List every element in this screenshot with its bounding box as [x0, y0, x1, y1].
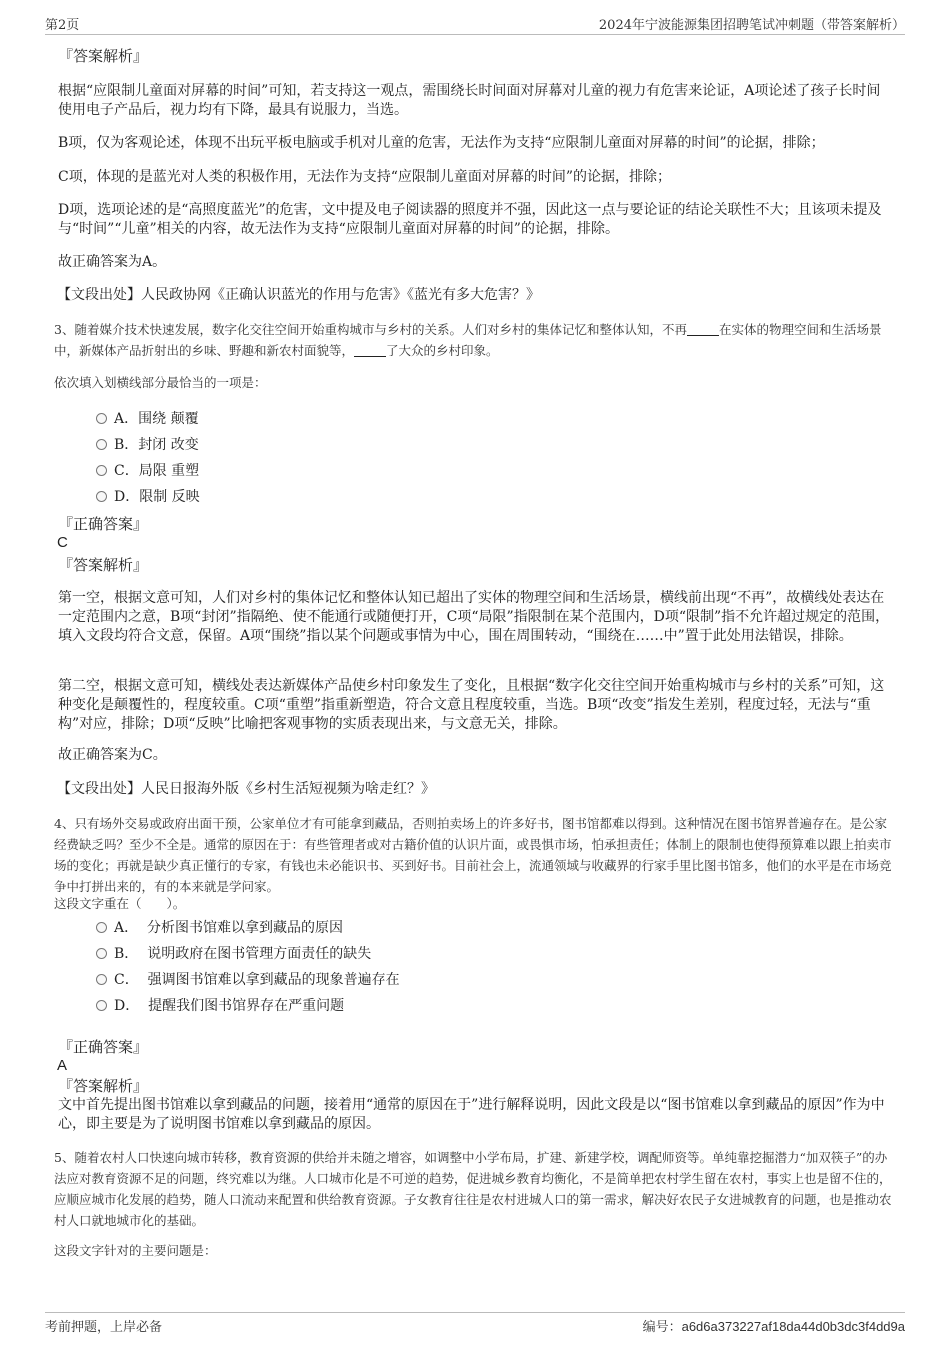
q3-blank-1 [687, 323, 719, 336]
document-title: 2024年宁波能源集团招聘笔试冲刺题（带答案解析） [598, 18, 905, 33]
q2-conclusion: 故正确答案为A。 [58, 254, 167, 270]
radio-icon[interactable] [96, 465, 107, 476]
q2-analysis-p2: B项，仅为客观论述，体现不出玩平板电脑或手机对儿童的危害，无法作为支持“应限制儿童面对屏幕的时间”的论据，排除； [58, 135, 825, 151]
q4-option-c[interactable]: C． 强调图书馆难以拿到藏品的现象普遍存在 [96, 970, 400, 990]
radio-icon[interactable] [96, 974, 107, 985]
q3-option-b[interactable]: B．封闭 改变 [96, 435, 199, 455]
q5-stem: 5、随着农村人口快速向城市转移，教育资源的供给并未随之增容，如调整中小学布局，扩建、新建学校，调配师资等。单纯靠挖掘潜力“加双筷子”的办法应对教育资源不足的问题，终究难以为继。人口城市化是不可逆的趋势，促进城乡教育均衡化，不是简单把农村学生留在农村，事实上也是留不住的，应顺应城市化发展的趋势，随人口流动来配置和供给教育资源。子女教育往往是农村进城人口的第一需求，解决好农民子女进城教育的问题，也是推动农村人口就地城市化的基础。 [54, 1150, 892, 1228]
q3-analysis-label: 『答案解析』 [58, 556, 149, 574]
document-id: 编号：a6d6a373227af18da44d0b3dc3f4dd9a [642, 1319, 905, 1334]
q4-correct-label: 『正确答案』 [58, 1038, 149, 1056]
q3-analysis-p2: 第二空，根据文意可知，横线处表达新媒体产品使乡村印象发生了变化，且根据“数字化交往空间开始重构城市与乡村的关系”可知，这种变化是颠覆性的，程度较重。C项“重塑”指重新塑造，符合文意且程度较重，当选。B项“改变”指发生差别，程度过轻，无法与“重构”对应，排除；D项“反映”比喻把客观事物的实质表现出来，与文意无关，排除。 [58, 678, 885, 732]
q4-option-b[interactable]: B． 说明政府在图书管理方面责任的缺失 [96, 944, 371, 964]
q3-conclusion: 故正确答案为C。 [58, 747, 167, 763]
page-header [45, 12, 905, 35]
q5-prompt: 这段文字针对的主要问题是： [54, 1243, 217, 1258]
page-footer [45, 1312, 905, 1335]
q4-analysis-p1: 文中首先提出图书馆难以拿到藏品的问题，接着用“通常的原因在于”进行解释说明，因此文段是以“图书馆难以拿到藏品的原因”作为中心，即主要是为了说明图书馆难以拿到藏品的原因。 [58, 1097, 885, 1132]
q2-source: 【文段出处】人民政协网《正确认识蓝光的作用与危害》《蓝光有多大危害？》 [57, 287, 540, 303]
q3-source: 【文段出处】人民日报海外版《乡村生活短视频为啥走红？》 [57, 781, 435, 797]
q4-option-a[interactable]: A． 分析图书馆难以拿到藏品的原因 [96, 918, 343, 938]
radio-icon[interactable] [96, 413, 107, 424]
q4-analysis-label: 『答案解析』 [58, 1077, 149, 1095]
q3-option-a[interactable]: A．围绕 颠覆 [96, 409, 199, 429]
q3-stem: 3、随着媒介技术快速发展，数字化交往空间开始重构城市与乡村的关系。人们对乡村的集体记忆和整体认知，不再 在实体的物理空间和生活场景中，新媒体产品折射出的乡味、野趣和新农村面貌等， 了大众的乡村印象。 [54, 322, 882, 358]
q3-option-d[interactable]: D．限制 反映 [96, 487, 200, 507]
q3-analysis-p1: 第一空，根据文意可知，人们对乡村的集体记忆和整体认知已超出了实体的物理空间和生活场景，横线前出现“不再”，故横线处表达在一定范围内之意，B项“封闭”指隔绝、使不能通行或随便打开，C项“局限”指限制在某个范围内，D项“限制”指不允许超过规定的范围，填入文段均符合文意，保留。A项“围绕”指以某个问题或事情为中心，围在周围转动，“围绕在……中”置于此处用法错误，排除。 [58, 590, 890, 644]
q4-prompt: 这段文字重在（ ）。 [54, 896, 186, 911]
q2-analysis-p3: C项，体现的是蓝光对人类的积极作用，无法作为支持“应限制儿童面对屏幕的时间”的论据，排除； [58, 169, 672, 185]
radio-icon[interactable] [96, 439, 107, 450]
radio-icon[interactable] [96, 1000, 107, 1011]
q4-option-d[interactable]: D． 提醒我们图书馆界存在严重问题 [96, 996, 344, 1016]
q2-analysis-label: 『答案解析』 [58, 47, 149, 65]
q3-correct-label: 『正确答案』 [58, 515, 149, 533]
q4-answer: A [57, 1057, 68, 1074]
radio-icon[interactable] [96, 948, 107, 959]
q4-stem: 4、只有场外交易或政府出面干预，公家单位才有可能拿到藏品，否则拍卖场上的许多好书，图书馆都难以得到。这种情况在图书馆界普遍存在。是公家经费缺乏吗？至少不全是。通常的原因在于：有些管理者或对古籍价值的认识片面，或畏惧市场，怕承担责任；体制上的限制也使得预算难以跟上拍卖市场的变化；再就是缺少真正懂行的专家，有钱也未必能识书、买到好书。目前社会上，流通领域与收藏界的行家手里比图书馆多，他们的水平是在市场竞争中打拼出来的，有的本来就是学问家。 [54, 816, 892, 894]
q3-prompt: 依次填入划横线部分最恰当的一项是： [54, 375, 267, 390]
q3-blank-2 [354, 344, 386, 357]
page-number: 第2页 [45, 18, 80, 33]
q3-option-c[interactable]: C．局限 重塑 [96, 461, 199, 481]
radio-icon[interactable] [96, 922, 107, 933]
q3-answer: C [57, 534, 68, 551]
footer-slogan: 考前押题，上岸必备 [45, 1320, 163, 1335]
q2-analysis-p1: 根据“应限制儿童面对屏幕的时间”可知，若支持这一观点，需围绕长时间面对屏幕对儿童的视力有危害来论证，A项论述了孩子长时间使用电子产品后，视力均有下降，最具有说服力，当选。 [58, 83, 881, 118]
q2-analysis-p4: D项，选项论述的是“高照度蓝光”的危害，文中提及电子阅读器的照度并不强，因此这一点与要论证的结论关联性不大；且该项未提及与“时间”“儿童”相关的内容，故无法作为支持“应限制儿童面对屏幕的时间”的论据，排除。 [58, 202, 882, 237]
radio-icon[interactable] [96, 491, 107, 502]
